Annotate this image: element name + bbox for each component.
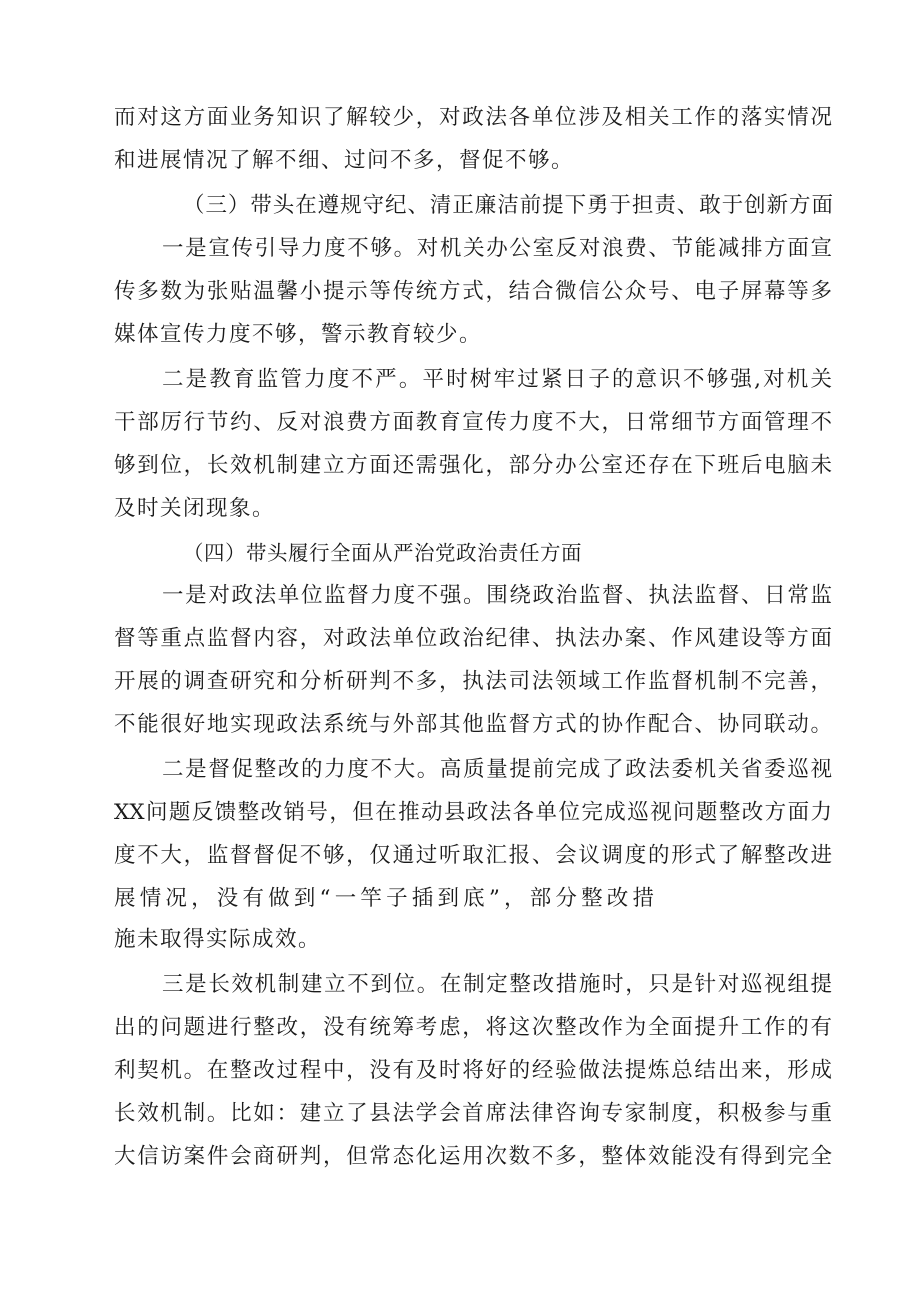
text-line: 督等重点监督内容，对政法单位政治纪律、执法办案、作风建设等方面 (114, 626, 832, 651)
paragraph-start: 一是宣传引导力度不够。对机关办公室反对浪费、节能减排方面宣 (162, 236, 832, 261)
text-line: 开展的调查研究和分析研判不多，执法司法领域工作监督机制不完善， (114, 669, 832, 694)
text-line: XX问题反馈整改销号，但在推动县政法各单位完成巡视问题整改方面力 (114, 800, 832, 825)
paragraph-start: 二是教育监管力度不严。平时树牢过紧日子的意识不够强,对机关 (162, 367, 832, 392)
text-line: 和进展情况了解不细、过问不多，督促不够。 (114, 148, 575, 173)
text-line: 度不大，监督督促不够，仅通过听取汇报、会议调度的形式了解整改进 (114, 843, 832, 868)
text-line: 大信访案件会商研判，但常态化运用次数不多，整体效能没有得到完全 (114, 1144, 832, 1169)
text-line: 长效机制。比如：建立了县法学会首席法律咨询专家制度，积极参与重 (114, 1101, 832, 1126)
paragraph-start: 二是督促整改的力度不大。高质量提前完成了政法委机关省委巡视 (162, 757, 832, 782)
text-line: 而对这方面业务知识了解较少，对政法各单位涉及相关工作的落实情况 (114, 105, 832, 130)
text-line: 不能很好地实现政法系统与外部其他监督方式的协作配合、协同联动。 (114, 712, 832, 737)
text-line: 干部厉行节约、反对浪费方面教育宣传力度不大，日常细节方面管理不 (114, 410, 832, 435)
paragraph-start: 一是对政法单位监督力度不强。围绕政治监督、执法监督、日常监 (162, 583, 832, 608)
text-line: 展情况，没有做到“一竿子插到底”，部分整改措 (114, 886, 654, 911)
text-line: 利契机。在整改过程中，没有及时将好的经验做法提炼总结出来，形成 (114, 1058, 832, 1083)
text-line: 媒体宣传力度不够，警示教育较少。 (114, 322, 483, 347)
text-line: 够到位，长效机制建立方面还需强化，部分办公室还存在下班后电脑未 (114, 453, 832, 478)
text-line: 出的问题进行整改，没有统筹考虑，将这次整改作为全面提升工作的有 (114, 1015, 832, 1040)
section-heading: （三）带头在遵规守纪、清正廉洁前提下勇于担责、敢于创新方面 (183, 193, 833, 218)
text-line: 施未取得实际成效。 (114, 927, 322, 952)
text-line: 及时关闭现象。 (114, 496, 276, 521)
section-heading: （四）带头履行全面从严治党政治责任方面 (183, 541, 582, 565)
paragraph-start: 三是长效机制建立不到位。在制定整改措施时，只是针对巡视组提 (162, 972, 832, 997)
text-line: 传多数为张贴温馨小提示等传统方式，结合微信公众号、电子屏幕等多 (114, 279, 832, 304)
